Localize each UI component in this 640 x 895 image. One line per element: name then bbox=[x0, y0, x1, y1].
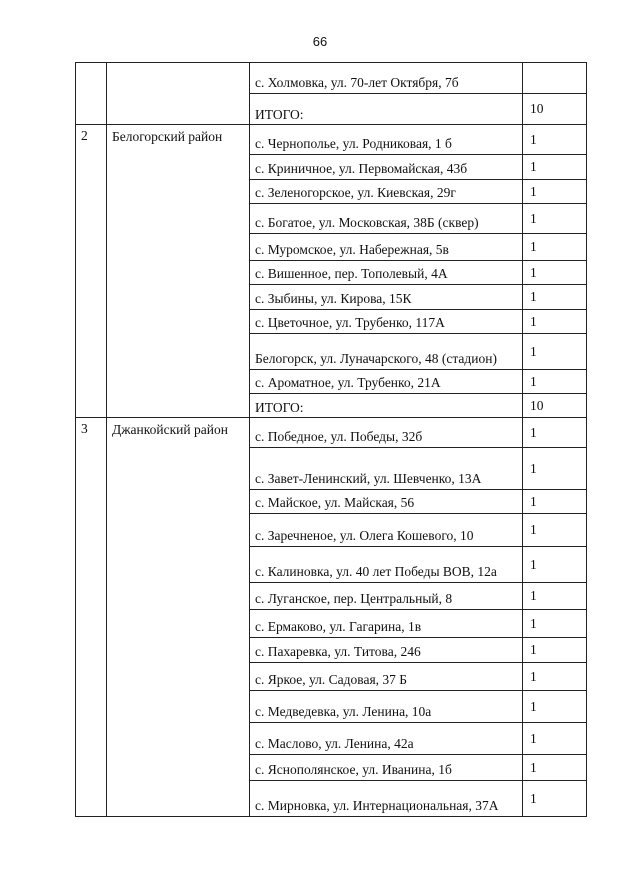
total-quantity: 10 bbox=[523, 394, 587, 418]
address-cell: с. Завет-Ленинский, ул. Шевченко, 13А bbox=[250, 448, 523, 490]
table-row bbox=[76, 418, 587, 448]
address-cell: с. Медведевка, ул. Ленина, 10а bbox=[250, 691, 523, 723]
total-label: ИТОГО: bbox=[250, 94, 523, 125]
quantity-cell: 1 bbox=[523, 204, 587, 234]
district-cell bbox=[107, 63, 250, 125]
table-row bbox=[76, 125, 587, 155]
page-number: 66 bbox=[312, 34, 328, 49]
quantity-cell: 1 bbox=[523, 448, 587, 490]
address-cell: Белогорск, ул. Луначарского, 48 (стадион) bbox=[250, 334, 523, 370]
quantity-cell: 1 bbox=[523, 547, 587, 583]
address-cell: с. Пахаревка, ул. Титова, 246 bbox=[250, 638, 523, 663]
quantity-cell: 1 bbox=[523, 610, 587, 638]
address-cell: с. Зеленогорское, ул. Киевская, 29г bbox=[250, 180, 523, 204]
row-number-cell bbox=[76, 63, 107, 125]
quantity-cell: 1 bbox=[523, 418, 587, 448]
row-number-cell: 2 bbox=[76, 125, 107, 418]
address-cell: с. Холмовка, ул. 70-лет Октября, 7б bbox=[250, 63, 523, 94]
address-cell: с. Мирновка, ул. Интернациональная, 37А bbox=[250, 781, 523, 817]
quantity-cell bbox=[523, 63, 587, 94]
quantity-cell: 1 bbox=[523, 583, 587, 610]
quantity-cell: 1 bbox=[523, 638, 587, 663]
address-cell: с. Чернополье, ул. Родниковая, 1 б bbox=[250, 125, 523, 155]
quantity-cell: 1 bbox=[523, 234, 587, 261]
address-cell: с. Муромское, ул. Набережная, 5в bbox=[250, 234, 523, 261]
quantity-cell: 1 bbox=[523, 125, 587, 155]
address-cell: с. Победное, ул. Победы, 32б bbox=[250, 418, 523, 448]
address-cell: с. Зыбины, ул. Кирова, 15К bbox=[250, 285, 523, 310]
quantity-cell: 1 bbox=[523, 490, 587, 514]
address-cell: с. Заречненое, ул. Олега Кошевого, 10 bbox=[250, 514, 523, 547]
quantity-cell: 1 bbox=[523, 180, 587, 204]
table-row bbox=[76, 63, 587, 94]
quantity-cell: 1 bbox=[523, 781, 587, 817]
quantity-cell: 1 bbox=[523, 723, 587, 755]
address-cell: с. Яркое, ул. Садовая, 37 Б bbox=[250, 663, 523, 691]
quantity-cell: 1 bbox=[523, 310, 587, 334]
total-label: ИТОГО: bbox=[250, 394, 523, 418]
address-cell: с. Луганское, пер. Центральный, 8 bbox=[250, 583, 523, 610]
quantity-cell: 1 bbox=[523, 285, 587, 310]
total-quantity: 10 bbox=[523, 94, 587, 125]
quantity-cell: 1 bbox=[523, 155, 587, 180]
quantity-cell: 1 bbox=[523, 755, 587, 781]
district-cell: Джанкойский район bbox=[107, 418, 250, 817]
address-cell: с. Богатое, ул. Московская, 38Б (сквер) bbox=[250, 204, 523, 234]
quantity-cell: 1 bbox=[523, 691, 587, 723]
quantity-cell: 1 bbox=[523, 261, 587, 285]
quantity-cell: 1 bbox=[523, 334, 587, 370]
address-cell: с. Ермаково, ул. Гагарина, 1в bbox=[250, 610, 523, 638]
district-cell: Белогорский район bbox=[107, 125, 250, 418]
quantity-cell: 1 bbox=[523, 663, 587, 691]
locations-table bbox=[75, 62, 587, 817]
address-cell: с. Яснополянское, ул. Иванина, 1б bbox=[250, 755, 523, 781]
address-cell: с. Калиновка, ул. 40 лет Победы ВОВ, 12а bbox=[250, 547, 523, 583]
quantity-cell: 1 bbox=[523, 514, 587, 547]
quantity-cell: 1 bbox=[523, 370, 587, 394]
address-cell: с. Ароматное, ул. Трубенко, 21А bbox=[250, 370, 523, 394]
address-cell: с. Цветочное, ул. Трубенко, 117А bbox=[250, 310, 523, 334]
address-cell: с. Вишенное, пер. Тополевый, 4А bbox=[250, 261, 523, 285]
address-cell: с. Маслово, ул. Ленина, 42а bbox=[250, 723, 523, 755]
address-cell: с. Майское, ул. Майская, 56 bbox=[250, 490, 523, 514]
address-cell: с. Криничное, ул. Первомайская, 43б bbox=[250, 155, 523, 180]
row-number-cell: 3 bbox=[76, 418, 107, 817]
